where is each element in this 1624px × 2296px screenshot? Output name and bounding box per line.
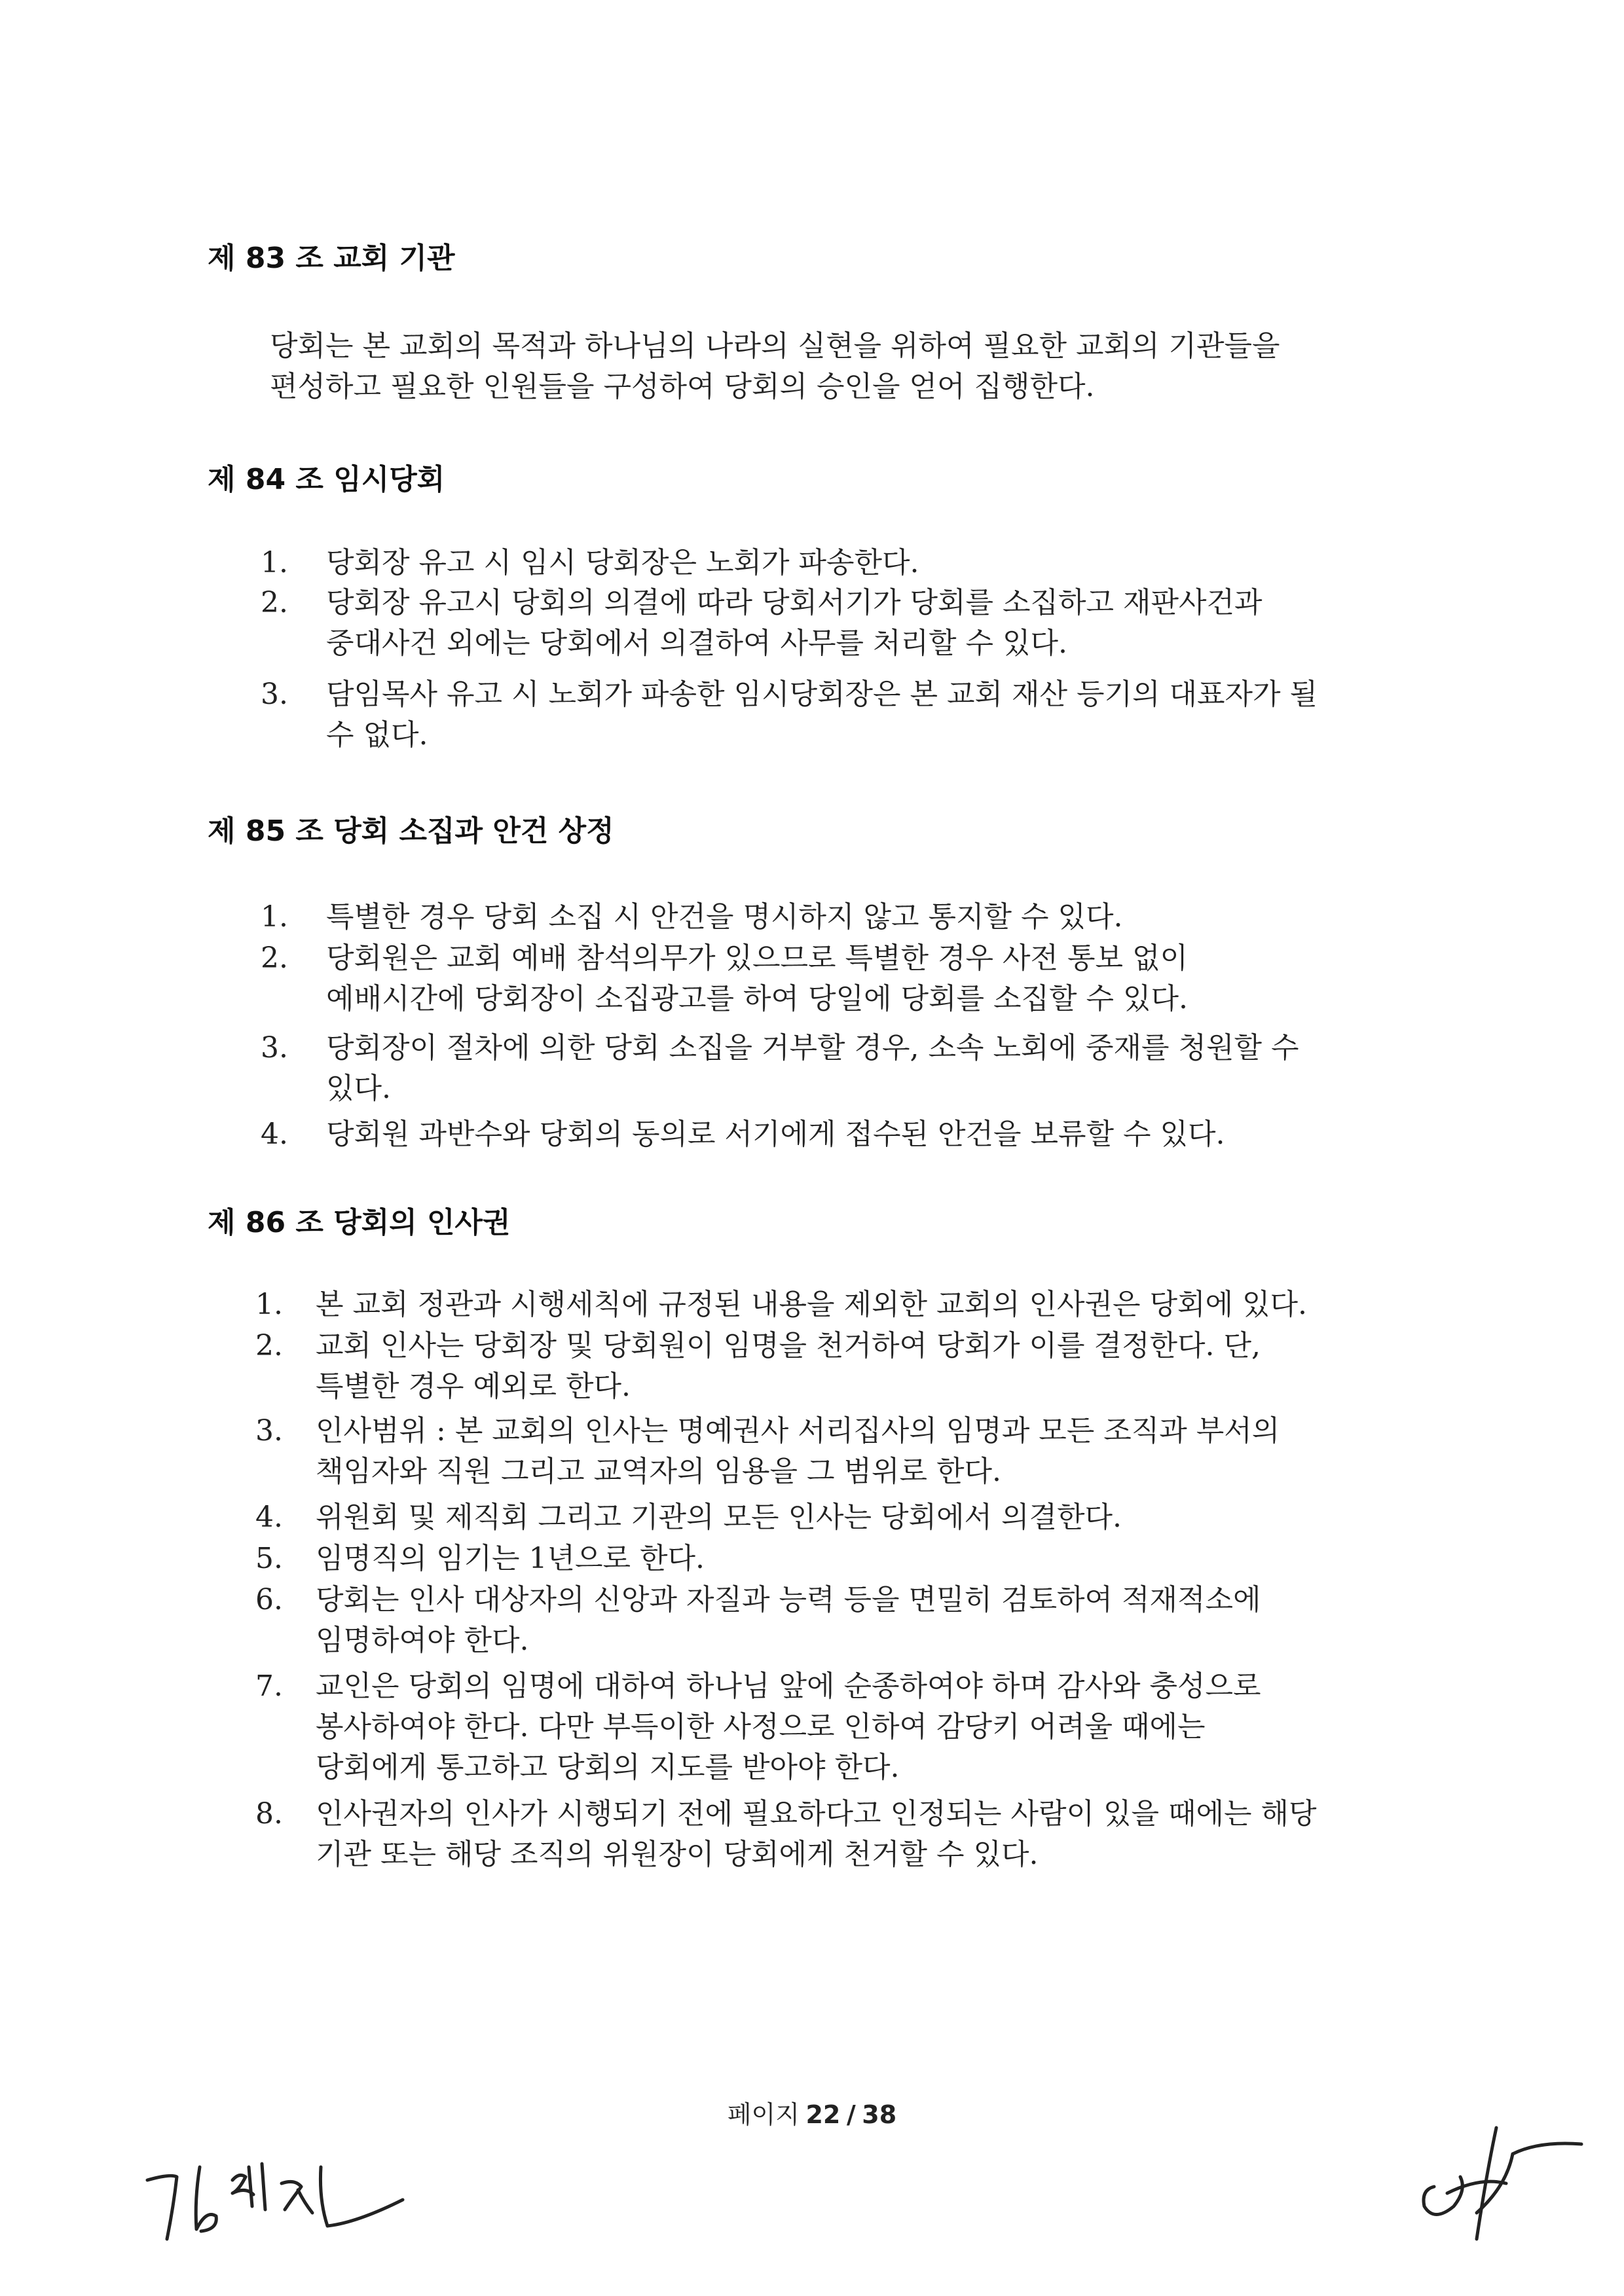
item-line: 임명직의 임기는 1년으로 한다. <box>316 1542 705 1575</box>
item-number: 6. <box>255 1583 283 1616</box>
signature-right <box>1414 2115 1591 2246</box>
item-line: 당회장이 절차에 의한 당회 소집을 거부할 경우, 소속 노회에 중재를 청원할 수 <box>326 1031 1299 1065</box>
item-line: 인사권자의 인사가 시행되기 전에 필요하다고 인정되는 사람이 있을 때에는 해당 <box>316 1797 1317 1831</box>
item-line: 당회에게 통고하고 당회의 지도를 받아야 한다. <box>316 1751 900 1784</box>
item-line: 당회원은 교회 예배 참석의무가 있으므로 특별한 경우 사전 통보 없이 <box>326 941 1188 975</box>
page-current: 22 <box>805 2100 841 2129</box>
item-number: 3. <box>261 678 288 711</box>
item-line: 있다. <box>326 1072 391 1105</box>
item-line: 수 없다. <box>326 718 428 752</box>
item-number: 7. <box>255 1669 283 1703</box>
item-line: 기관 또는 해당 조직의 위원장이 당회에게 천거할 수 있다. <box>316 1838 1039 1871</box>
item-number: 3. <box>255 1414 283 1448</box>
item-line: 임명하여야 한다. <box>316 1624 529 1657</box>
item-number: 5. <box>255 1542 283 1575</box>
item-line: 인사범위 : 본 교회의 인사는 명예권사 서리집사의 임명과 모든 조직과 부서의 <box>316 1414 1280 1448</box>
item-number: 2. <box>261 586 288 619</box>
item-line: 교인은 당회의 임명에 대하여 하나님 앞에 순종하여야 하며 감사와 충성으로 <box>316 1669 1261 1703</box>
item-number: 1. <box>261 900 288 934</box>
item-line: 책임자와 직원 그리고 교역자의 임용을 그 범위로 한다. <box>316 1455 1001 1488</box>
item-number: 4. <box>261 1118 288 1151</box>
article-83-line: 편성하고 필요한 인원들을 구성하여 당회의 승인을 얻어 집행한다. <box>270 370 1095 403</box>
item-line: 당회는 인사 대상자의 신앙과 자질과 능력 등을 면밀히 검토하여 적재적소에 <box>316 1583 1261 1616</box>
item-number: 8. <box>255 1797 283 1831</box>
article-84-heading: 제 84 조 임시당회 <box>208 463 445 496</box>
item-number: 2. <box>261 941 288 975</box>
item-line: 위원회 및 제직회 그리고 기관의 모든 인사는 당회에서 의결한다. <box>316 1501 1122 1534</box>
article-83-body <box>270 326 1280 407</box>
item-number: 1. <box>255 1288 283 1321</box>
item-line: 당회장 유고시 당회의 의결에 따라 당회서기가 당회를 소집하고 재판사건과 <box>326 586 1263 619</box>
item-number: 1. <box>261 546 288 579</box>
page-number <box>0 2098 1624 2132</box>
item-line: 본 교회 정관과 시행세칙에 규정된 내용을 제외한 교회의 인사권은 당회에 있다. <box>316 1288 1307 1321</box>
item-number: 3. <box>261 1031 288 1065</box>
item-line: 예배시간에 당회장이 소집광고를 하여 당일에 당회를 소집할 수 있다. <box>326 982 1188 1015</box>
item-line: 특별한 경우 당회 소집 시 안건을 명시하지 않고 통지할 수 있다. <box>326 900 1123 934</box>
article-83-heading: 제 83 조 교회 기관 <box>208 242 455 275</box>
page-label: 페이지 <box>727 2100 800 2129</box>
article-85-heading: 제 85 조 당회 소집과 안건 상정 <box>208 814 614 848</box>
item-line: 당회장 유고 시 임시 당회장은 노회가 파송한다. <box>326 546 919 579</box>
article-83-line: 당회는 본 교회의 목적과 하나님의 나라의 실현을 위하여 필요한 교회의 기관들을 <box>270 329 1280 363</box>
item-number: 4. <box>255 1501 283 1534</box>
item-line: 특별한 경우 예외로 한다. <box>316 1370 631 1403</box>
item-line: 중대사건 외에는 당회에서 의결하여 사무를 처리할 수 있다. <box>326 627 1067 660</box>
signature-left <box>141 2154 416 2252</box>
item-line: 교회 인사는 당회장 및 당회원이 임명을 천거하여 당회가 이를 결정한다. 단, <box>316 1329 1261 1362</box>
page-separator: / <box>846 2100 856 2129</box>
item-line: 당회원 과반수와 당회의 동의로 서기에게 접수된 안건을 보류할 수 있다. <box>326 1118 1225 1151</box>
item-line: 담임목사 유고 시 노회가 파송한 임시당회장은 본 교회 재산 등기의 대표자가 될 <box>326 678 1318 711</box>
page-total: 38 <box>862 2100 897 2129</box>
article-86-heading: 제 86 조 당회의 인사권 <box>208 1206 511 1239</box>
item-line: 봉사하여야 한다. 다만 부득이한 사정으로 인하여 감당키 어려울 때에는 <box>316 1710 1206 1743</box>
item-number: 2. <box>255 1329 283 1362</box>
